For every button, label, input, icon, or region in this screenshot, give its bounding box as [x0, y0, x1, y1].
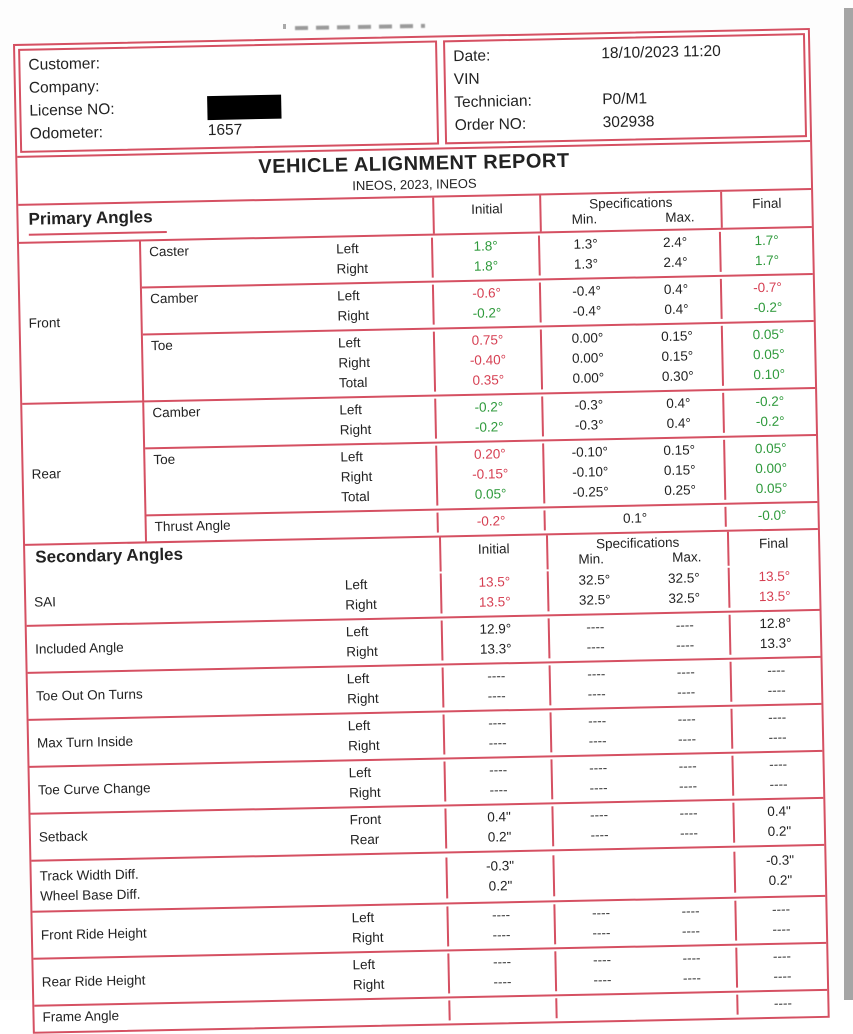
- initial-empty-cell: [448, 998, 555, 1020]
- customer-label: Customer:: [28, 55, 101, 74]
- initial-value: 0.75°: [471, 332, 504, 348]
- min-value: ----: [592, 925, 611, 941]
- final-value: 0.00°: [755, 460, 788, 477]
- odometer-value: 1657: [207, 121, 243, 140]
- max-value: 0.30°: [661, 368, 694, 385]
- final-value: ----: [773, 995, 793, 1011]
- pos-label: Rear: [349, 831, 380, 848]
- initial-value: ----: [489, 782, 508, 798]
- max-value: ----: [681, 923, 701, 939]
- pos-label: Left: [347, 717, 371, 734]
- initial-value: ----: [488, 735, 507, 751]
- min-value: -0.3°: [574, 417, 604, 433]
- initial-value: 0.05°: [474, 486, 507, 502]
- column-specifications: [539, 192, 721, 232]
- pos-label: Right: [340, 468, 373, 485]
- min-value: ----: [586, 639, 605, 655]
- row-label: Toe Out On Turns: [35, 686, 143, 704]
- row-label: Setback: [38, 828, 88, 845]
- secondary-angles-heading: Secondary Angles: [35, 544, 184, 567]
- spec-empty-cell: [555, 995, 736, 1019]
- max-value: 0.4°: [666, 395, 691, 411]
- initial-value: 13.5°: [478, 574, 511, 590]
- max-value: ----: [682, 970, 702, 986]
- final-value: 0.4": [767, 803, 791, 820]
- spec-empty-cell: [552, 852, 734, 897]
- final-value: ----: [767, 682, 786, 698]
- min-value: 0.00°: [572, 370, 605, 386]
- min-value: 32.5°: [578, 572, 611, 588]
- max-value: ----: [677, 731, 697, 747]
- vin-label: VIN: [453, 70, 480, 89]
- initial-value: -0.2°: [472, 305, 502, 321]
- final-value: -0.2°: [753, 299, 783, 316]
- row-label: Front Ride Height: [40, 924, 147, 943]
- license-redaction-box: [207, 95, 281, 120]
- customer-info-box: [18, 40, 439, 152]
- specifications-label: Specifications: [589, 194, 673, 212]
- alignment-report-document: [13, 28, 830, 1034]
- final-value: 13.3°: [759, 635, 792, 652]
- min-value: ----: [588, 713, 607, 729]
- initial-value: 0.35°: [472, 372, 505, 388]
- max-value: 2.4°: [663, 254, 688, 270]
- initial-value: -0.2°: [474, 399, 504, 415]
- column-final: Final: [720, 190, 812, 228]
- min-value: ----: [588, 733, 607, 749]
- min-value: ----: [590, 827, 609, 843]
- column-min: Min.: [578, 551, 605, 567]
- company-label: Company:: [28, 78, 100, 97]
- row-label: Wheel Base Diff.: [39, 886, 141, 904]
- pos-label: Left: [344, 576, 368, 593]
- row-label: Thrust Angle: [154, 517, 231, 535]
- initial-value: 13.3°: [479, 641, 512, 657]
- pos-label: Right: [348, 737, 380, 754]
- spec-value: 0.1°: [622, 510, 648, 526]
- scanner-edge-strip: [844, 8, 853, 1000]
- scan-artifact-dot: [283, 24, 286, 29]
- pos-label: Left: [346, 670, 370, 687]
- initial-value: 0.4": [487, 809, 512, 825]
- initial-value: ----: [492, 954, 512, 970]
- pos-label: Left: [345, 623, 369, 640]
- min-value: ----: [591, 905, 611, 921]
- initial-value: ----: [493, 974, 512, 990]
- row-label: Caster: [149, 243, 190, 260]
- min-value: ----: [589, 780, 608, 796]
- row-label: Toe: [150, 337, 174, 354]
- date-label: Date:: [453, 47, 491, 66]
- final-value: -0.0°: [757, 507, 787, 524]
- final-value: 1.7°: [754, 252, 780, 269]
- min-value: ----: [589, 807, 609, 823]
- initial-value: -0.2°: [474, 419, 504, 435]
- max-value: ----: [681, 903, 700, 919]
- date-value: 18/10/2023 11:20: [601, 42, 721, 63]
- pos-label: Total: [338, 374, 368, 391]
- pos-label: Right: [347, 690, 379, 707]
- primary-angles-heading: Primary Angles: [28, 205, 167, 236]
- initial-value: -0.3": [485, 858, 515, 874]
- max-value: 0.15°: [661, 328, 693, 345]
- technician-label: Technician:: [454, 92, 532, 112]
- initial-value: 1.8°: [473, 238, 498, 254]
- max-value: 0.25°: [664, 482, 697, 499]
- min-value: -0.25°: [572, 484, 609, 500]
- pos-label: Right: [351, 929, 384, 946]
- min-value: -0.10°: [571, 444, 609, 460]
- initial-value: ----: [488, 715, 507, 731]
- initial-value: -0.6°: [472, 285, 502, 301]
- initial-value: 0.20°: [473, 446, 506, 462]
- front-group: [19, 226, 815, 403]
- rear-group: [22, 387, 818, 544]
- final-value: ----: [769, 776, 788, 792]
- initial-value: ----: [487, 668, 506, 684]
- final-value: -0.2°: [755, 393, 785, 410]
- report-header: [15, 30, 810, 156]
- pos-label: Right: [346, 643, 378, 660]
- max-value: ----: [678, 778, 698, 794]
- initial-value: 0.2": [487, 829, 512, 845]
- specifications-label: Specifications: [595, 534, 680, 552]
- column-max: Max.: [672, 549, 702, 565]
- pos-label: Left: [351, 909, 375, 926]
- final-value: 13.5°: [758, 588, 791, 605]
- final-value: ----: [768, 709, 787, 725]
- max-value: ----: [677, 711, 696, 727]
- min-value: ----: [593, 972, 612, 988]
- final-value: 0.05°: [752, 326, 785, 343]
- pos-label: Right: [337, 307, 370, 324]
- order-value: 302938: [602, 113, 655, 132]
- min-value: -0.3°: [574, 397, 604, 413]
- min-value: ----: [586, 619, 605, 635]
- initial-value: ----: [489, 762, 508, 778]
- min-value: 1.3°: [573, 236, 598, 252]
- max-value: 0.15°: [663, 442, 696, 459]
- initial-value: ----: [492, 927, 511, 943]
- min-value: 0.00°: [571, 330, 604, 346]
- initial-value: ----: [487, 688, 506, 704]
- order-info-box: [443, 33, 807, 144]
- column-initial: Initial: [439, 535, 547, 571]
- final-value: 0.05°: [755, 480, 788, 497]
- row-label: Rear Ride Height: [41, 972, 146, 990]
- row-label: Toe: [153, 451, 176, 468]
- pos-label: Right: [339, 421, 372, 438]
- row-label: Max Turn Inside: [36, 733, 134, 751]
- min-value: 0.00°: [571, 350, 604, 366]
- min-value: 1.3°: [573, 256, 599, 272]
- final-value: 12.8°: [759, 615, 792, 632]
- pos-label: Right: [345, 596, 377, 613]
- pos-label: Left: [340, 449, 364, 465]
- max-value: ----: [679, 825, 699, 841]
- max-value: ----: [678, 758, 697, 774]
- final-value: 0.05°: [754, 440, 787, 457]
- min-value: -0.4°: [572, 303, 602, 319]
- initial-value: 13.5°: [478, 594, 511, 610]
- pos-label: Right: [348, 784, 381, 801]
- pos-label: Right: [338, 354, 371, 371]
- max-value: 0.15°: [661, 348, 694, 365]
- odometer-label: Odometer:: [29, 124, 104, 143]
- max-value: 32.5°: [668, 590, 701, 606]
- pos-label: Total: [341, 488, 370, 505]
- pos-label: Left: [337, 335, 361, 351]
- final-value: ----: [767, 662, 786, 678]
- pos-label: Front: [349, 811, 382, 828]
- row-label: Included Angle: [34, 639, 124, 657]
- table-row-front-toe: [143, 320, 815, 400]
- pos-label: Right: [352, 976, 385, 993]
- front-group-label: Front: [19, 241, 144, 402]
- max-value: 0.4°: [666, 415, 691, 431]
- final-value: ----: [771, 901, 791, 917]
- max-value: 0.4°: [663, 281, 689, 297]
- technician-value: P0/M1: [602, 90, 648, 109]
- scan-artifact-cutoff-text: [295, 24, 425, 30]
- row-label: Track Width Diff.: [39, 866, 139, 884]
- initial-value: 1.8°: [473, 258, 499, 274]
- max-value: ----: [676, 684, 696, 700]
- final-value: ----: [772, 948, 792, 964]
- pos-label: Left: [352, 956, 376, 973]
- max-value: ----: [679, 805, 698, 821]
- row-label: SAI: [34, 593, 57, 610]
- initial-value: 0.2": [488, 878, 513, 894]
- min-value: -0.10°: [571, 464, 609, 480]
- pos-label: Left: [336, 241, 359, 257]
- initial-value: ----: [491, 907, 511, 923]
- min-value: 32.5°: [578, 592, 611, 608]
- initial-value: 12.9°: [479, 621, 512, 637]
- final-value: ----: [772, 921, 791, 937]
- max-value: ----: [676, 664, 695, 680]
- max-value: 0.15°: [663, 462, 696, 479]
- pos-label: Left: [348, 764, 372, 781]
- column-max: Max.: [665, 209, 695, 225]
- column-min: Min.: [571, 211, 598, 227]
- min-value: ----: [587, 686, 606, 702]
- final-value: 0.05°: [752, 346, 785, 363]
- row-label: Toe Curve Change: [37, 779, 151, 798]
- final-value: ----: [768, 756, 788, 772]
- pos-label: Right: [336, 260, 369, 277]
- final-value: 0.10°: [753, 366, 786, 383]
- final-value: 0.2": [768, 872, 793, 889]
- final-value: ----: [768, 729, 787, 745]
- initial-value: -0.2°: [476, 513, 506, 529]
- column-specifications: [546, 532, 728, 570]
- pos-label: Left: [339, 402, 363, 418]
- min-value: ----: [588, 760, 608, 776]
- final-value: -0.7°: [753, 279, 783, 296]
- min-value: ----: [592, 952, 612, 968]
- vehicle-description: INEOS, 2023, INEOS: [352, 175, 477, 194]
- column-final: Final: [727, 530, 819, 566]
- report-title: VEHICLE ALIGNMENT REPORT: [258, 149, 570, 179]
- max-value: ----: [676, 637, 695, 653]
- max-value: ----: [682, 950, 701, 966]
- rear-group-label: Rear: [22, 402, 147, 543]
- final-value: -0.3": [765, 852, 795, 869]
- initial-value: -0.15°: [471, 466, 509, 482]
- row-label: Frame Angle: [42, 1008, 120, 1025]
- license-label: License NO:: [29, 100, 115, 120]
- order-label: Order NO:: [454, 115, 527, 135]
- initial-value: -0.40°: [469, 352, 507, 368]
- column-initial: Initial: [432, 195, 540, 233]
- final-value: 0.2": [767, 823, 792, 840]
- final-value: 1.7°: [754, 232, 779, 249]
- max-value: 0.4°: [664, 301, 689, 317]
- max-value: ----: [675, 617, 694, 633]
- max-value: 2.4°: [662, 234, 688, 250]
- min-value: -0.4°: [572, 283, 602, 299]
- min-value: ----: [587, 666, 606, 682]
- final-value: 13.5°: [758, 568, 791, 585]
- row-label: Camber: [152, 404, 201, 421]
- pos-label: Left: [336, 288, 360, 304]
- max-value: 32.5°: [667, 570, 700, 586]
- final-value: -0.2°: [755, 413, 785, 430]
- final-value: ----: [773, 968, 792, 984]
- row-label: Camber: [149, 290, 199, 307]
